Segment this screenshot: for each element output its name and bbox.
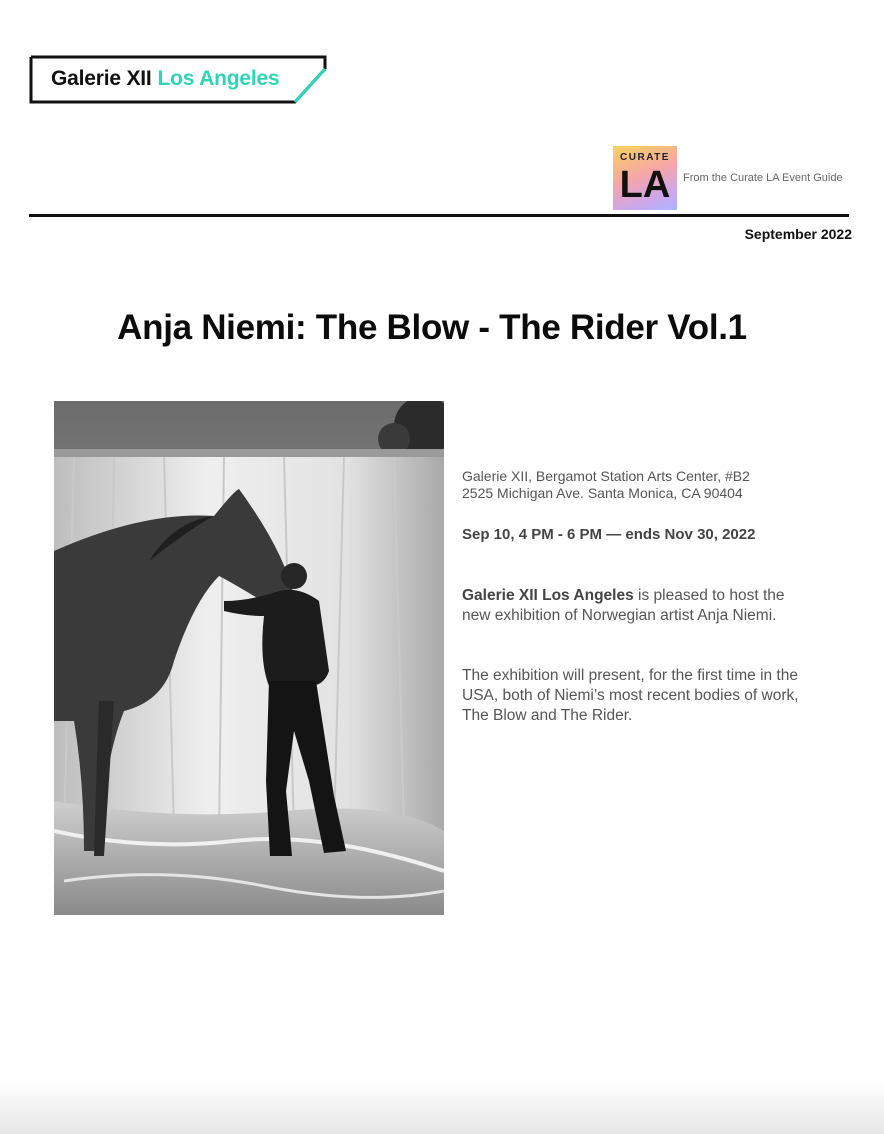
gallery-logo-text <box>51 67 279 91</box>
description-paragraph-2: The exhibition will present, for the first time in the USA, both of Niemi’s most recent bodies of work, The Blow and The Rider. <box>462 667 799 724</box>
curate-la-logo <box>613 146 677 210</box>
description-paragraph-1-text: is pleased to host the new exhibition of Norwegian artist Anja Niemi. <box>462 587 785 624</box>
address-line-1: Galerie XII, Bergamot Station Arts Center, #B2 <box>462 468 750 484</box>
curate-logo-small-text: CURATE <box>620 152 670 163</box>
issue-date: September 2022 <box>744 226 852 242</box>
gallery-city: Los Angeles <box>157 67 280 90</box>
event-address <box>462 468 822 502</box>
header-divider <box>29 214 849 217</box>
horse-and-rider-image <box>54 401 444 915</box>
exhibition-photo <box>54 401 444 915</box>
gallery-logo <box>29 55 327 104</box>
gallery-name-strong: Galerie XII Los Angeles <box>462 587 634 604</box>
event-datetime: Sep 10, 4 PM - 6 PM — ends Nov 30, 2022 <box>462 526 756 543</box>
curate-caption: From the Curate LA Event Guide <box>683 172 843 184</box>
page-bottom-shadow <box>0 1080 884 1134</box>
gallery-name: Galerie XII <box>51 67 152 90</box>
description-paragraph-1 <box>462 586 802 626</box>
event-title: Anja Niemi: The Blow - The Rider Vol.1 <box>117 308 747 347</box>
address-line-2: 2525 Michigan Ave. Santa Monica, CA 90404 <box>462 485 743 501</box>
curate-logo-big-text: LA <box>619 164 671 206</box>
